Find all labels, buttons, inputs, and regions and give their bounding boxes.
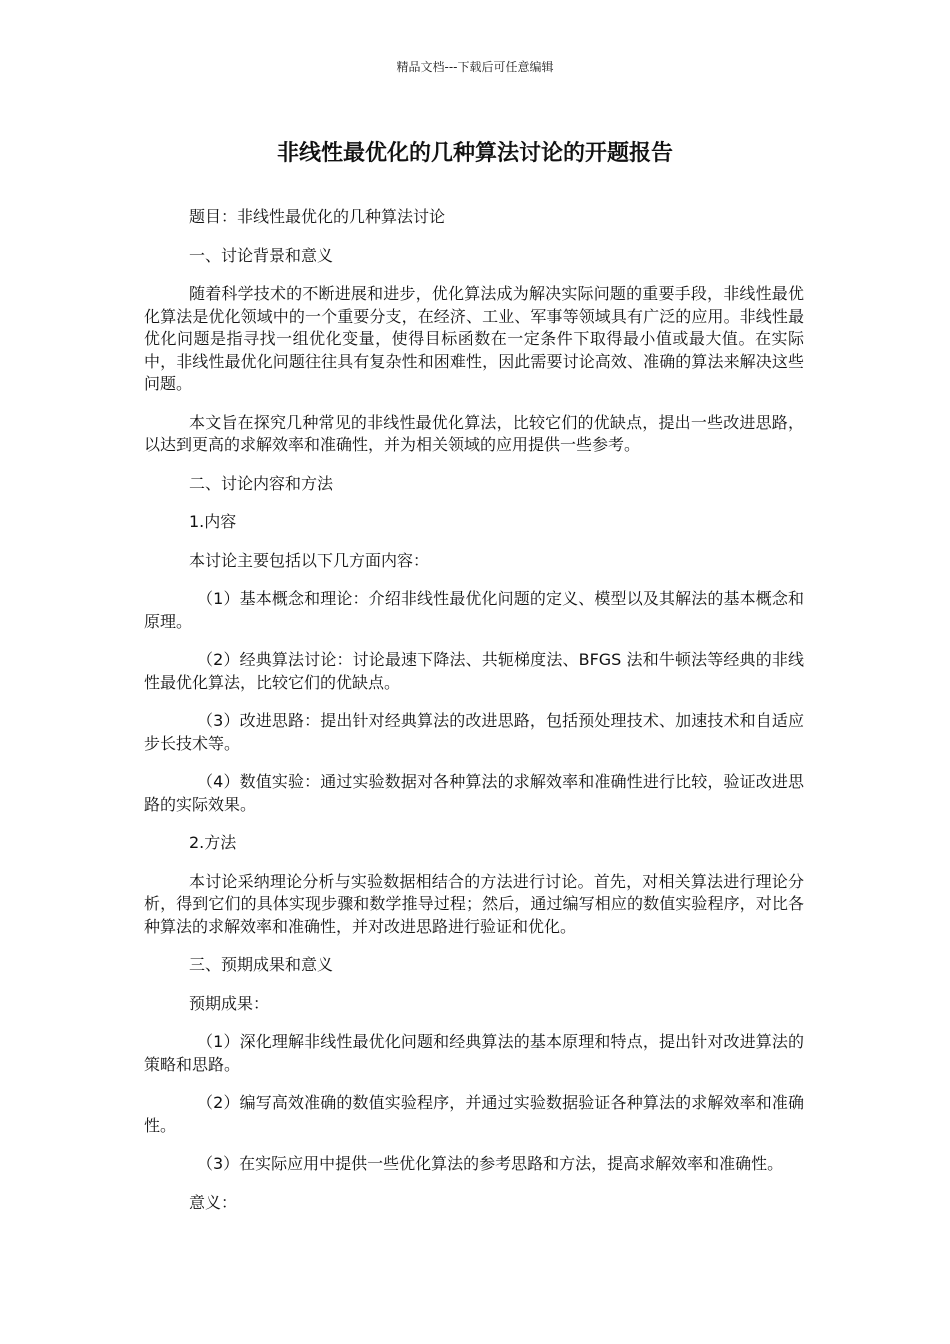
body-paragraph: 随着科学技术的不断进展和进步，优化算法成为解决实际问题的重要手段，非线性最优化算法是优化领域中的一个重要分支，在经济、工业、军事等领域具有广泛的应用。非线性最优化问题是指寻找一组优化变量，使得目标函数在一定条件下取得最小值或最大值。在实际中，非线性最优化问题往往具有复杂性和困难性，因此需要讨论高效、准确的算法来解决这些问题。 (144, 284, 804, 393)
topic-line: 题目：非线性最优化的几种算法讨论 (189, 207, 446, 226)
page-header: 精品文档---下载后可任意编辑 (396, 60, 554, 74)
list-item: （2）编写高效准确的数值实验程序，并通过实验数据验证各种算法的求解效率和准确性。 (144, 1093, 804, 1135)
body-paragraph: 本文旨在探究几种常见的非线性最优化算法，比较它们的优缺点，提出一些改进思路，以达到更高的求解效率和准确性，并为相关领域的应用提供一些参考。 (144, 412, 804, 454)
list-item: （1）基本概念和理论：介绍非线性最优化问题的定义、模型以及其解法的基本概念和原理。 (144, 589, 804, 631)
list-item: （2）经典算法讨论：讨论最速下降法、共轭梯度法、BFGS 法和牛顿法等经典的非线性最优化算法，比较它们的优缺点。 (144, 650, 804, 692)
document-title: 非线性最优化的几种算法讨论的开题报告 (276, 141, 673, 166)
subsection-heading: 2.方法 (189, 833, 237, 852)
document-body (144, 206, 804, 1230)
body-paragraph: 意义： (189, 1192, 238, 1212)
list-item: （4）数值实验：通过实验数据对各种算法的求解效率和准确性进行比较，验证改进思路的实际效果。 (144, 772, 804, 814)
section-heading: 三、预期成果和意义 (189, 955, 334, 974)
list-item: （3）在实际应用中提供一些优化算法的参考思路和方法，提高求解效率和准确性。 (197, 1154, 784, 1173)
section-heading: 一、讨论背景和意义 (189, 245, 334, 265)
list-item: （3）改进思路：提出针对经典算法的改进思路，包括预处理技术、加速技术和自适应步长技术等。 (144, 711, 804, 753)
section-heading: 二、讨论内容和方法 (189, 473, 334, 493)
body-paragraph: 预期成果： (189, 993, 270, 1013)
body-paragraph: 本讨论采纳理论分析与实验数据相结合的方法进行讨论。首先，对相关算法进行理论分析，得到它们的具体实现步骤和数学推导过程；然后，通过编写相应的数值实验程序，对比各种算法的求解效率和准确性，并对改进思路进行验证和优化。 (144, 871, 804, 936)
list-item: （1）深化理解非线性最优化问题和经典算法的基本原理和特点，提出针对改进算法的策略和思路。 (144, 1032, 804, 1074)
body-paragraph: 本讨论主要包括以下几方面内容： (189, 550, 430, 570)
subsection-heading: 1.内容 (189, 512, 237, 531)
